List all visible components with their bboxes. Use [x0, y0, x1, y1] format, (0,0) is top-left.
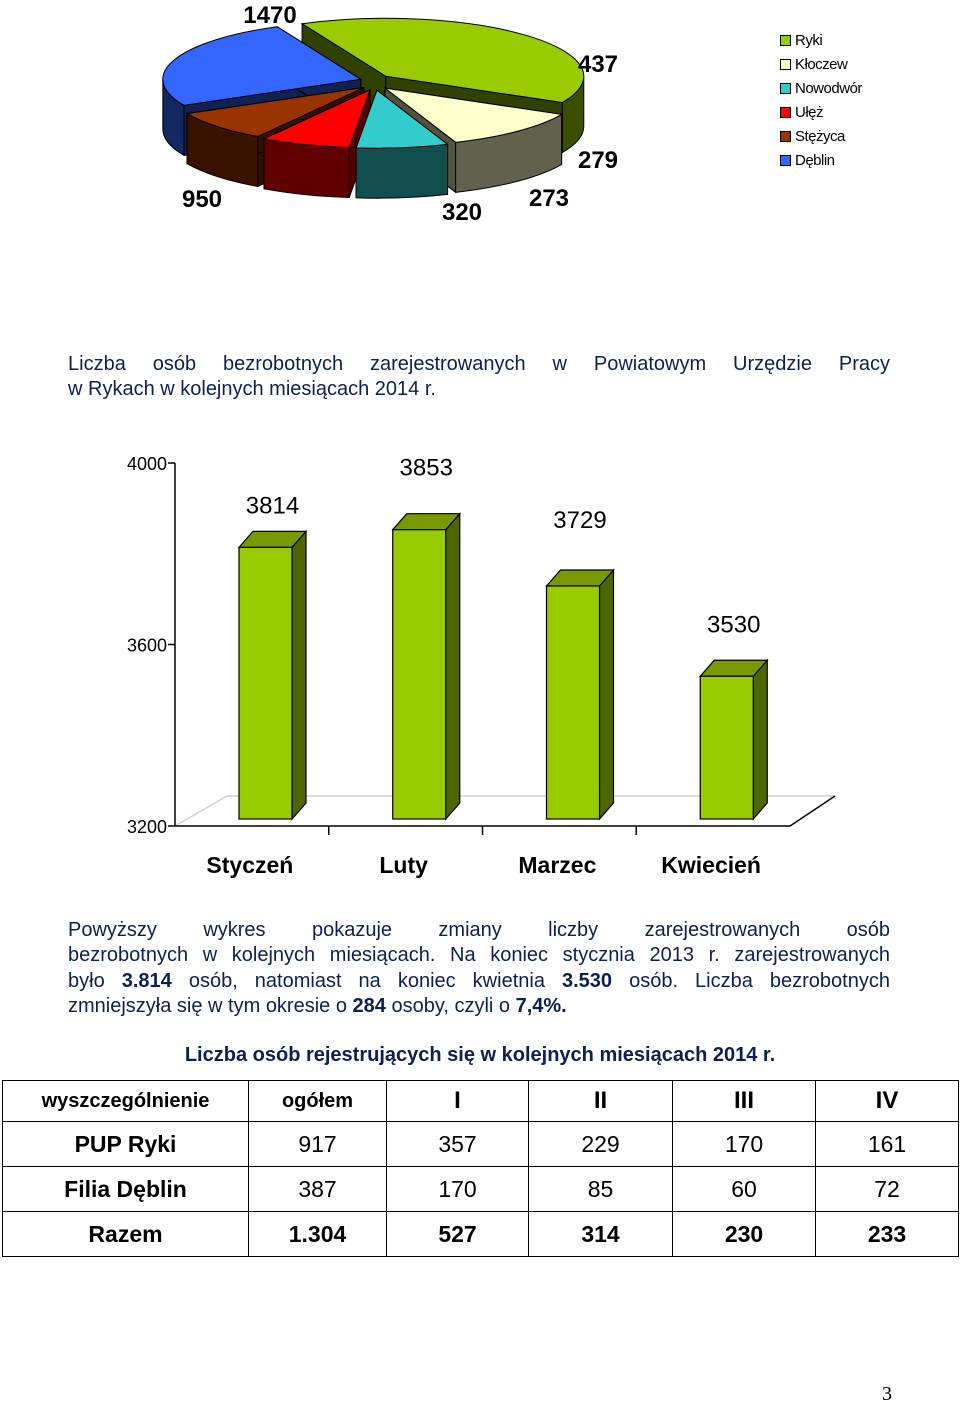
pie-data-label: 1470 [243, 2, 297, 29]
y-tick-label: 3200 [126, 817, 167, 837]
legend-item-nowodwor [780, 76, 862, 100]
description-paragraph [68, 918, 890, 1019]
paragraph-line: Powyższy wykres pokazuje zmiany liczby zarejestrowanych osób [68, 919, 890, 941]
legend-item-ulez [780, 100, 862, 124]
page-number: 3 [882, 1383, 892, 1405]
legend-swatch [780, 35, 791, 46]
header-cell: ogółem [249, 1081, 387, 1122]
caption-line: w Rykach w kolejnych miesiącach 2014 r. [68, 378, 436, 400]
legend-item-ryki [780, 28, 862, 52]
pie-data-label: 437 [577, 51, 619, 78]
table-cell: 917 [249, 1122, 387, 1167]
bar-3 [700, 660, 767, 819]
x-category-label: Luty [379, 852, 428, 878]
bar-data-label: 3530 [707, 611, 761, 639]
legend-label: Ryki [795, 31, 823, 49]
paragraph-line [68, 994, 890, 1019]
table-title: Liczba osób rejestrujących się w kolejnych miesiącach 2014 r. [184, 1044, 776, 1066]
header-cell: wyszczególnienie [3, 1081, 249, 1122]
table-total-row [3, 1212, 959, 1257]
table-cell: 233 [816, 1212, 959, 1257]
x-category-label: Kwiecień [661, 852, 761, 878]
table-cell: 1.304 [249, 1212, 387, 1257]
legend-swatch [780, 83, 791, 94]
x-category-label: Marzec [518, 852, 597, 878]
legend-label: Kłoczew [795, 55, 848, 73]
text-run: osób, natomiast na koniec kwietnia [171, 969, 562, 992]
bar-data-label: 3729 [553, 506, 607, 534]
table-row [3, 1167, 959, 1212]
legend-label: Nowodwór [795, 79, 862, 97]
legend-item-stezyca [780, 124, 862, 148]
header-cell: IV [816, 1081, 959, 1122]
registrations-table [2, 1080, 959, 1257]
pie-legend [780, 28, 862, 172]
pie-data-label: 950 [181, 186, 223, 213]
value-january: 3.814 [121, 969, 172, 992]
y-tick-label: 3600 [126, 635, 167, 656]
row-label: PUP Ryki [3, 1122, 249, 1167]
table-cell: 170 [387, 1167, 529, 1212]
value-percent: 7,4%. [515, 994, 567, 1017]
paragraph-line [68, 969, 890, 994]
value-decrease: 284 [352, 994, 386, 1017]
bar-data-label: 3814 [245, 492, 300, 520]
y-tick-label: 4000 [126, 454, 167, 474]
table-cell: 387 [249, 1167, 387, 1212]
table-cell: 85 [529, 1167, 673, 1212]
legend-swatch [780, 131, 791, 142]
bar-2 [547, 570, 614, 819]
table-row [3, 1122, 959, 1167]
table-cell: 72 [816, 1167, 959, 1212]
row-label: Filia Dęblin [3, 1167, 249, 1212]
pie-chart [0, 0, 760, 240]
table-cell: 60 [673, 1167, 816, 1212]
table-cell: 357 [387, 1122, 529, 1167]
bar-1 [393, 514, 460, 819]
text-run: osób. Liczba bezrobotnych [612, 969, 890, 992]
legend-swatch [780, 155, 791, 166]
caption-line: Liczba osób bezrobotnych zarejestrowanych w Powiatowym Urzędzie Pracy [68, 353, 890, 375]
legend-label: Ułęż [795, 103, 824, 121]
header-cell: III [673, 1081, 816, 1122]
header-cell: I [387, 1081, 529, 1122]
header-cell: II [529, 1081, 673, 1122]
paragraph-line: bezrobotnych w kolejnych miesiącach. Na koniec stycznia 2013 r. zarejestrowanych [68, 944, 890, 967]
chart-caption [68, 352, 890, 402]
legend-item-deblin [780, 148, 862, 172]
bar-chart [0, 440, 960, 890]
legend-swatch [780, 107, 791, 118]
table-cell: 161 [816, 1122, 959, 1167]
table-cell: 229 [529, 1122, 673, 1167]
table-header-row [3, 1081, 959, 1122]
pie-data-label: 273 [528, 185, 570, 212]
table-cell: 170 [673, 1122, 816, 1167]
text-run: osoby, czyli o [385, 994, 516, 1017]
text-run: zmniejszyła się w tym okresie o [68, 994, 353, 1017]
pie-data-label: 320 [441, 199, 483, 226]
row-label: Razem [3, 1212, 249, 1257]
table-cell: 314 [529, 1212, 673, 1257]
bar-0 [239, 531, 306, 819]
pie-data-label: 279 [577, 147, 619, 174]
bar-data-label: 3853 [399, 454, 453, 482]
value-april: 3.530 [561, 969, 613, 992]
table-cell: 527 [387, 1212, 529, 1257]
legend-label: Dęblin [795, 151, 835, 169]
text-run: było [68, 969, 122, 992]
table-cell: 230 [673, 1212, 816, 1257]
x-category-label: Styczeń [206, 852, 294, 878]
legend-swatch [780, 59, 791, 70]
legend-label: Stężyca [795, 127, 845, 145]
legend-item-kloczew [780, 52, 862, 76]
